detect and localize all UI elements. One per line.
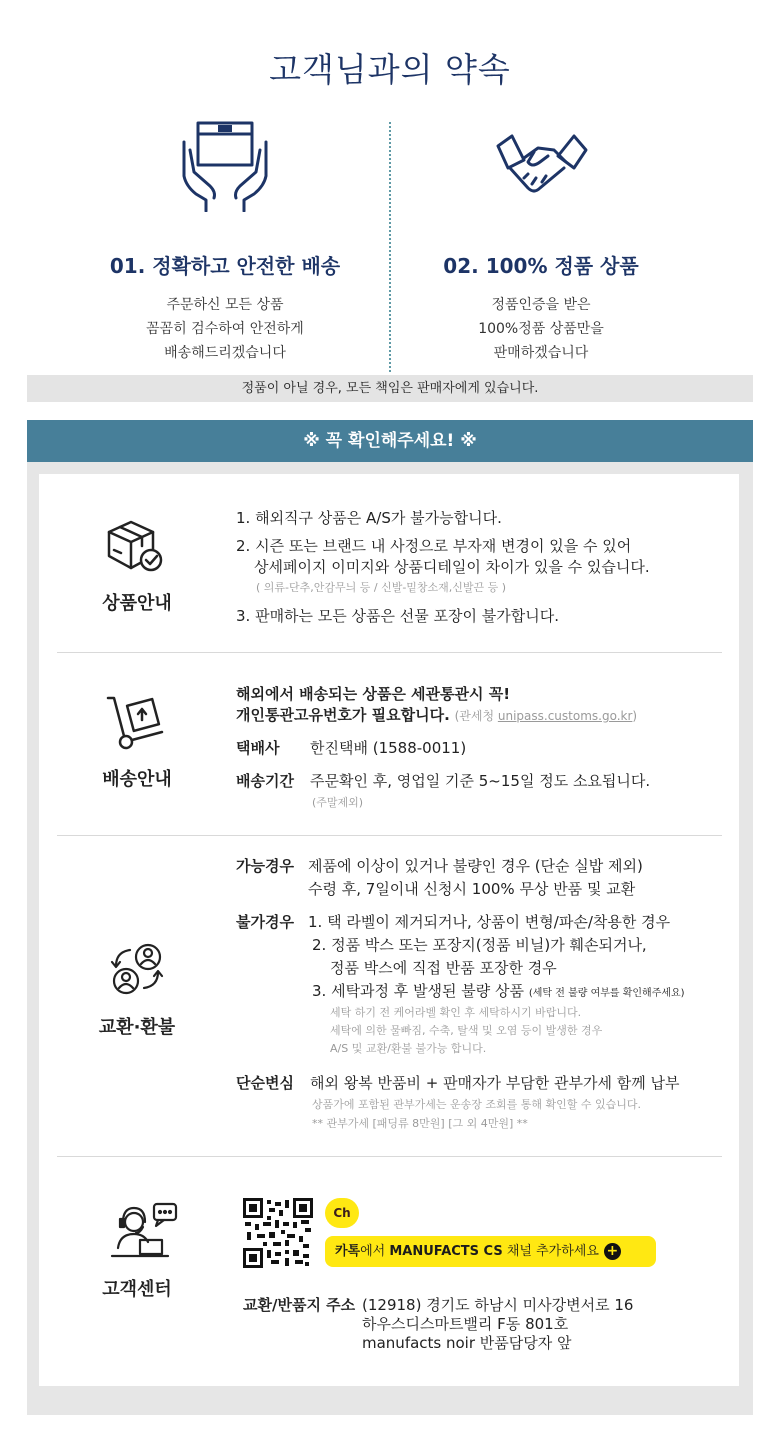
- customs-suffix: ): [632, 709, 638, 723]
- wash-note: A/S 및 교환/환불 불가능 합니다.: [330, 1042, 487, 1055]
- section-divider: [57, 1156, 722, 1157]
- qr-code-icon[interactable]: [243, 1198, 313, 1268]
- impossible-item-3: 3. 세탁과정 후 발생된 불량 상품: [312, 982, 525, 1000]
- promise-genuine-line: 판매하겠습니다: [493, 345, 589, 361]
- section-label-exchange: 교환·환불: [98, 1017, 176, 1038]
- promise-genuine-line: 정품인증을 받은: [491, 297, 591, 313]
- shipping-customs-notice-2: 개인통관고유번호가 필요합니다.: [236, 706, 450, 724]
- impossible-item-1: 1. 택 라벨이 제거되거나, 상품이 변형/파손/착용한 경우: [308, 913, 671, 931]
- section-divider: [57, 835, 722, 836]
- package-check-icon: [105, 518, 165, 574]
- return-address-line: (12918) 경기도 하남시 미사강변서로 16: [362, 1296, 634, 1314]
- customs-link[interactable]: unipass.customs.go.kr: [497, 709, 633, 723]
- possible-line-1: 제품에 이상이 있거나 불량인 경우 (단순 실밥 제외): [308, 857, 643, 875]
- kakao-brand: MANUFACTS CS: [389, 1244, 503, 1259]
- possible-line-2: 수령 후, 7일이내 신청시 100% 무상 반품 및 교환: [308, 880, 636, 898]
- hand-truck-icon: [104, 694, 166, 752]
- wash-note: 세탁 하기 전 케어라벨 확인 후 세탁하시기 바랍니다.: [330, 1006, 582, 1019]
- product-item-2-cont: 상세페이지 이미지와 상품디테일이 차이가 있을 수 있습니다.: [254, 558, 650, 576]
- return-address-label: 교환/반품지 주소: [243, 1296, 356, 1314]
- promise-delivery-line: 주문하신 모든 상품: [166, 297, 284, 313]
- impossible-item-3-note: (세탁 전 불량 여부를 확인해주세요): [528, 988, 685, 999]
- return-address-line: 하우스디스마트밸리 F동 801호: [362, 1315, 569, 1333]
- page-title: 고객님과의 약속: [269, 50, 511, 89]
- product-item-3: 3. 판매하는 모든 상품은 선물 포장이 불가합니다.: [236, 607, 559, 625]
- kakao-channel-badge: Ch: [325, 1198, 359, 1228]
- section-label-shipping: 배송안내: [102, 769, 172, 790]
- impossible-item-2-cont: 정품 박스에 직접 반품 포장한 경우: [330, 959, 557, 977]
- promise-genuine: [376, 250, 706, 365]
- promise-delivery-line: 배송해드리겠습니다: [164, 345, 286, 361]
- period-note: (주말제외): [312, 796, 364, 809]
- check-banner: ※ 꼭 확인해주세요! ※: [27, 420, 753, 462]
- simple-label: 단순변심: [236, 1074, 294, 1092]
- kakao-channel-button[interactable]: [325, 1236, 656, 1267]
- customs-prefix: (관세청: [454, 709, 498, 723]
- wash-note: 세탁에 의한 물빠짐, 수축, 탈색 및 오염 등이 발생한 경우: [330, 1024, 603, 1037]
- promise-delivery-heading: 01. 정확하고 안전한 배송: [109, 254, 341, 278]
- hands-box-icon: [180, 120, 270, 212]
- exchange-refund-icon: [108, 940, 166, 998]
- simple-note: ** 관부가세 [패딩류 8만원] [그 외 4만원] **: [312, 1117, 528, 1130]
- promise-delivery: [60, 250, 390, 365]
- promise-delivery-line: 꼼꼼히 검수하여 안전하게: [146, 321, 304, 337]
- return-address-line: manufacts noir 반품담당자 앞: [362, 1334, 572, 1352]
- simple-note: 상품가에 포함된 관부가세는 운송장 조회를 통해 확인할 수 있습니다.: [312, 1098, 641, 1111]
- promise-genuine-heading: 02. 100% 정품 상품: [443, 254, 639, 278]
- section-label-product: 상품안내: [102, 593, 172, 614]
- genuine-notice-bar: 정품이 아닐 경우, 모든 책임은 판매자에게 있습니다.: [27, 375, 753, 402]
- customer-service-icon: [110, 1200, 178, 1262]
- courier-label: 택배사: [236, 739, 280, 757]
- section-divider: [57, 652, 722, 653]
- product-item-2-note: ( 의류-단추,안감무늬 등 / 신발-밑창소재,신발끈 등 ): [256, 581, 507, 594]
- courier-value: 한진택배 (1588-0011): [310, 739, 467, 757]
- possible-label: 가능경우: [236, 857, 294, 875]
- kakao-text-tail: 채널 추가하세요: [502, 1244, 599, 1259]
- period-value: 주문확인 후, 영업일 기준 5~15일 정도 소요됩니다.: [310, 772, 651, 790]
- product-item-1: 1. 해외직구 상품은 A/S가 불가능합니다.: [236, 509, 502, 527]
- impossible-item-2: 2. 정품 박스 또는 포장지(정품 비닐)가 훼손되거나,: [312, 936, 647, 954]
- section-label-cs: 고객센터: [102, 1279, 172, 1300]
- promise-genuine-line: 100%정품 상품만을: [478, 321, 604, 337]
- plus-icon: +: [604, 1243, 621, 1260]
- simple-value: 해외 왕복 반품비 + 판매자가 부담한 관부가세 함께 납부: [310, 1074, 680, 1092]
- shipping-customs-notice: 해외에서 배송되는 상품은 세관통관시 꼭!: [236, 685, 511, 703]
- kakao-text: 에서: [360, 1244, 390, 1259]
- product-item-2: 2. 시즌 또는 브랜드 내 사정으로 부자재 변경이 있을 수 있어: [236, 537, 632, 555]
- kakao-label: 카톡: [335, 1244, 361, 1259]
- handshake-icon: [494, 128, 590, 196]
- impossible-label: 불가경우: [236, 913, 294, 931]
- period-label: 배송기간: [236, 772, 294, 790]
